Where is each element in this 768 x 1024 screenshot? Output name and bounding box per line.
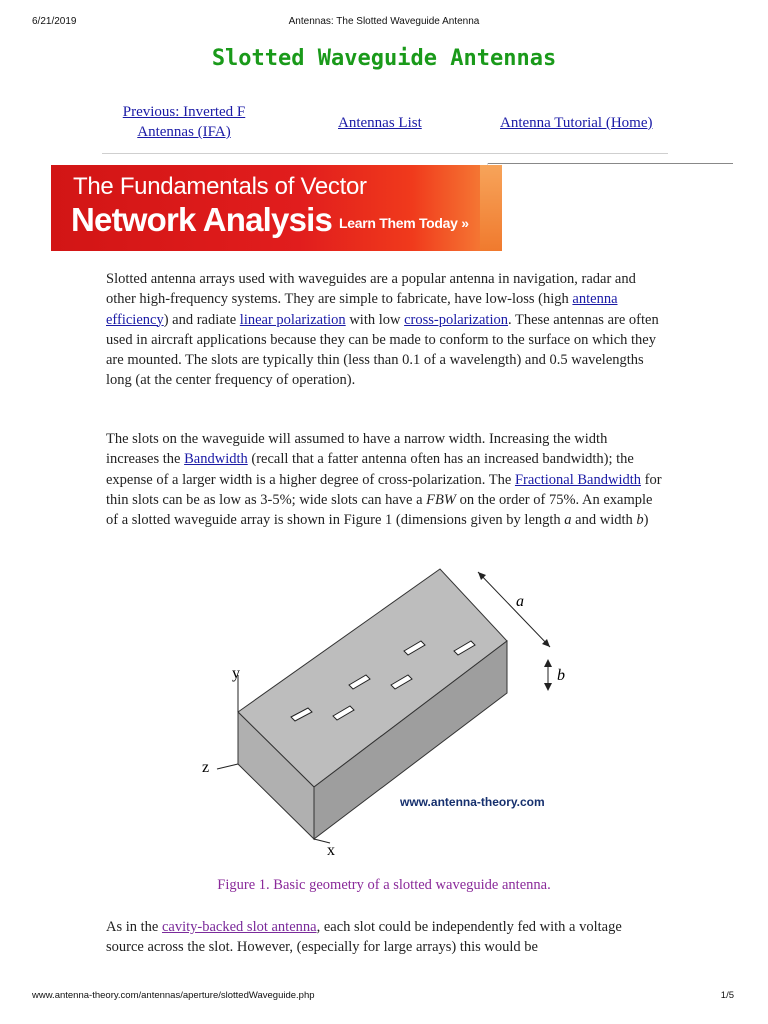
antenna-efficiency-link[interactable]: antenna efficiency [106,291,618,328]
label-b: b [557,667,565,684]
antennas-list-link[interactable]: Antennas List [338,115,422,131]
bandwidth-link[interactable]: Bandwidth [184,451,248,468]
paragraph-feed: As in the cavity-backed slot antenna, each slot could be independently fed with a voltage source across the slot. However, (especially for large arrays) this would be [106,919,622,956]
paragraph-intro: Slotted antenna arrays used with waveguides are a popular antenna in navigation, radar and other high-frequency systems. They are simple to fabricate, have low-loss (high antenna efficiency) and radiate linear polarization with low cross-polarization. These antennas are often used in aircraft applications because they can be made to conform to the surface on which they are mounted. The slots are typically thin (less than 0.1 of a wavelength) and 0.5 wavelengths long (at the center frequency of operation). [106,271,659,389]
page-number: 1/5 [720,990,734,1001]
ad-banner[interactable] [51,165,502,251]
tutorial-home-link[interactable]: Antenna Tutorial (Home) [500,115,653,131]
nav-divider [102,153,668,154]
figure-caption: Figure 1. Basic geometry of a slotted waveguide antenna. [217,877,551,893]
print-date: 6/21/2019 [32,16,77,27]
cavity-backed-slot-link[interactable]: cavity-backed slot antenna [161,919,317,935]
ad-frame-line [487,163,733,164]
navigation-bar [102,100,668,152]
z-axis-line [217,764,238,769]
paragraph-bandwidth: The slots on the waveguide will assumed to have a narrow width. Increasing the width increases the Bandwidth (recall that a fatter antenna often has an increased bandwidth); the expense of a larger width is a higher degree of cross-polarization. The Fractional Bandwidth for thin slots can be as low as 3-5%; wide slots can have a FBW on the order of 75%. An example of a slotted waveguide array is shown in Figure 1 (dimensions given by length a and width b) [106,431,662,529]
ad-cta-button[interactable]: Learn Them Today » [339,215,469,231]
footer-url: www.antenna-theory.com/antennas/aperture/slottedWaveguide.php [32,990,315,1001]
label-z: z [202,759,210,776]
arrowhead [544,659,552,667]
ad-decoration [480,165,502,251]
label-y: y [232,665,240,682]
print-header [0,16,768,32]
arrowhead [544,683,552,691]
ad-subheadline: Network Analysis [71,201,333,238]
linear-polarization-link[interactable]: linear polarization [239,311,346,328]
previous-page-link[interactable]: Previous: Inverted F Antennas (IFA) [122,104,246,140]
watermark-text: www.antenna-theory.com [400,795,545,809]
cross-polarization-link[interactable]: cross-polarization [404,311,508,328]
ad-headline: The Fundamentals of Vector [73,173,367,200]
fractional-bandwidth-link[interactable]: Fractional Bandwidth [514,471,641,488]
label-x: x [327,842,335,859]
waveguide-diagram [190,565,590,865]
label-a: a [516,593,524,610]
figure-slotted-waveguide [190,565,590,865]
site-title: Slotted Waveguide Antennas [211,46,557,71]
print-page-title: Antennas: The Slotted Waveguide Antenna [288,16,480,27]
